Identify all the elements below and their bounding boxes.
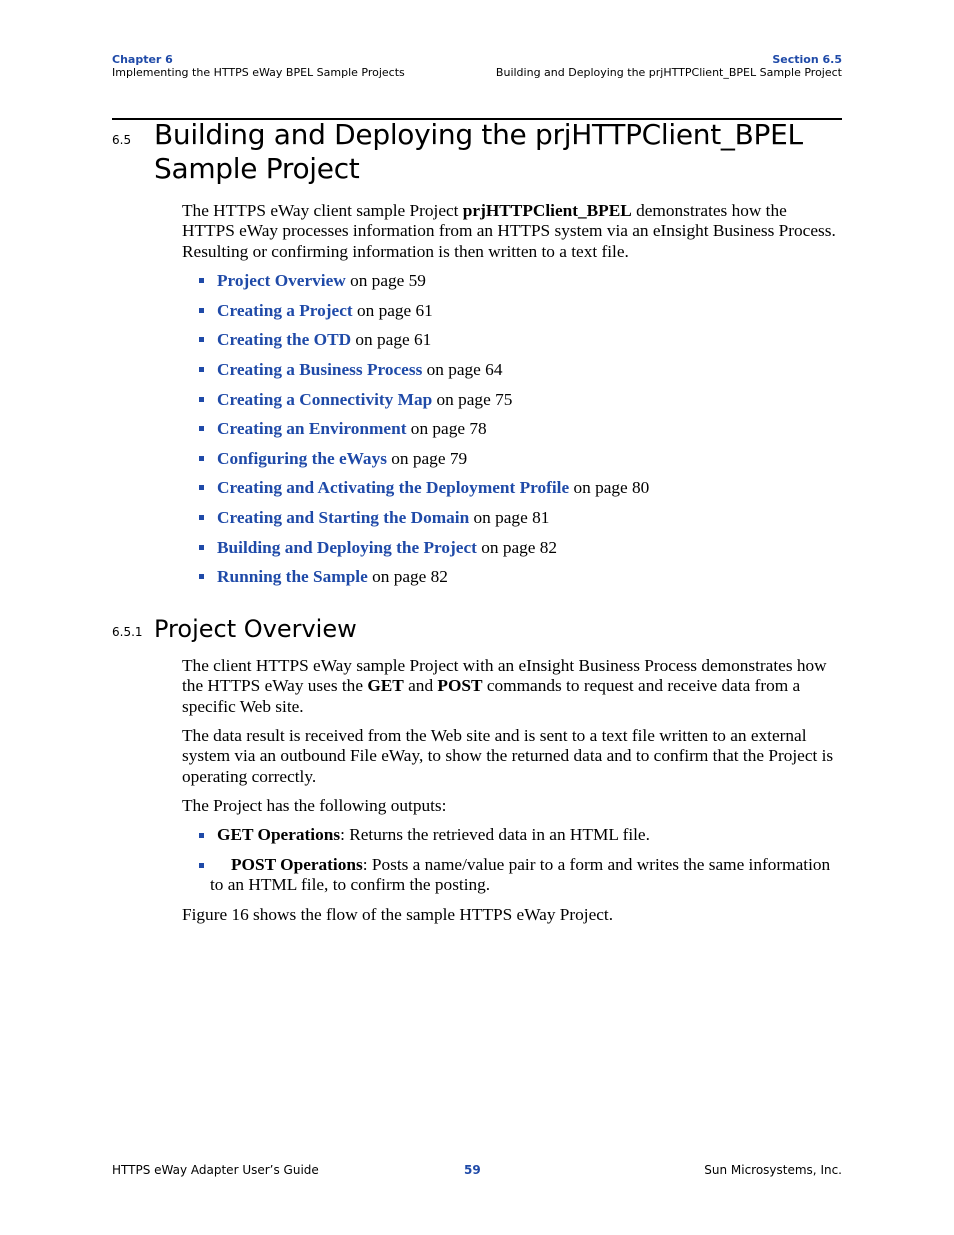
- list-item: Running the Sample on page 82: [196, 566, 649, 596]
- section-number: 6.5: [112, 133, 132, 147]
- outputs-list: [196, 825, 836, 905]
- bullet-icon: [199, 308, 204, 313]
- link-building-deploying[interactable]: Building and Deploying the Project: [217, 537, 477, 557]
- bullet-icon: [199, 337, 204, 342]
- subsection-number: 6.5.1: [112, 625, 143, 639]
- footer-company: Sun Microsystems, Inc.: [704, 1163, 842, 1177]
- section-intro: The HTTPS eWay client sample Project prjHTTPClient_BPEL demonstrates how the HTTPS eWay processes information from an HTTPS system via an eInsight Business Process. Resulting or confirming information is then written to a text file.: [182, 201, 836, 261]
- bullet-icon: [199, 426, 204, 431]
- link-creating-a-project[interactable]: Creating a Project: [217, 300, 353, 320]
- bullet-icon: [199, 485, 204, 490]
- section-title: [154, 118, 844, 186]
- overview-paragraph-3: The Project has the following outputs:: [182, 796, 447, 815]
- section-link-list: [196, 270, 649, 596]
- list-item: Configuring the eWays on page 79: [196, 448, 649, 478]
- header-chapter-title: Implementing the HTTPS eWay BPEL Sample Projects: [112, 66, 405, 79]
- list-item: Creating a Project on page 61: [196, 300, 649, 330]
- list-item: POST Operations: Posts a name/value pair to a form and writes the same information to an HTML file, to confirm the posting.: [210, 855, 836, 896]
- link-creating-business-process[interactable]: Creating a Business Process: [217, 359, 423, 379]
- link-running-sample[interactable]: Running the Sample: [217, 567, 368, 587]
- list-item: Building and Deploying the Project on page 82: [196, 537, 649, 567]
- bullet-icon: [199, 515, 204, 520]
- link-project-overview[interactable]: Project Overview: [217, 271, 346, 290]
- footer-page-number: 59: [464, 1163, 481, 1177]
- bullet-icon: [199, 278, 204, 283]
- link-creating-connectivity-map[interactable]: Creating a Connectivity Map: [217, 389, 433, 409]
- project-name: prjHTTPClient_BPEL: [462, 201, 632, 220]
- overview-paragraph-4: Figure 16 shows the flow of the sample HTTPS eWay Project.: [182, 905, 614, 924]
- bullet-icon: [199, 367, 204, 372]
- link-creating-environment[interactable]: Creating an Environment: [217, 419, 407, 439]
- link-deployment-profile[interactable]: Creating and Activating the Deployment Profile: [217, 478, 570, 498]
- list-item: Creating an Environment on page 78: [196, 418, 649, 448]
- list-item: Creating the OTD on page 61: [196, 329, 649, 359]
- list-item: Creating and Activating the Deployment Profile on page 80: [196, 477, 649, 507]
- list-item: GET Operations: Returns the retrieved data in an HTML file.: [196, 825, 836, 846]
- bullet-icon: [199, 863, 204, 868]
- footer-guide-title: HTTPS eWay Adapter User’s Guide: [112, 1163, 319, 1177]
- bullet-icon: [199, 833, 204, 838]
- header-left: [112, 53, 405, 79]
- link-starting-domain[interactable]: Creating and Starting the Domain: [217, 508, 470, 528]
- subsection-title: Project Overview: [154, 615, 357, 643]
- link-configuring-eways[interactable]: Configuring the eWays: [217, 448, 387, 468]
- bullet-icon: [199, 545, 204, 550]
- list-item: Creating a Connectivity Map on page 75: [196, 389, 649, 419]
- header-chapter: Chapter 6: [112, 53, 173, 66]
- link-creating-the-otd[interactable]: Creating the OTD: [217, 330, 352, 350]
- overview-paragraph-2: The data result is received from the Web site and is sent to a text file written to an external system via an outbound File eWay, to show the returned data and to confirm that the Project is operating correctly.: [182, 726, 834, 786]
- list-item: Creating and Starting the Domain on page 81: [196, 507, 649, 537]
- overview-paragraph-1: The client HTTPS eWay sample Project with an eInsight Business Process demonstrates how the HTTPS eWay uses the GET and POST commands to request and receive data from a specific Web site.: [182, 656, 827, 716]
- header-right: [496, 53, 842, 79]
- header-section: Section 6.5: [772, 53, 842, 66]
- list-item: Creating a Business Process on page 64: [196, 359, 649, 389]
- list-item: Project Overview on page 59: [196, 270, 649, 300]
- bullet-icon: [199, 397, 204, 402]
- section-title-line1: Building and Deploying the prjHTTPClient_BPEL: [154, 118, 803, 151]
- bullet-icon: [199, 456, 204, 461]
- bullet-icon: [199, 574, 204, 579]
- section-title-line2: Sample Project: [154, 152, 360, 185]
- header-section-title: Building and Deploying the prjHTTPClient_BPEL Sample Project: [495, 66, 842, 79]
